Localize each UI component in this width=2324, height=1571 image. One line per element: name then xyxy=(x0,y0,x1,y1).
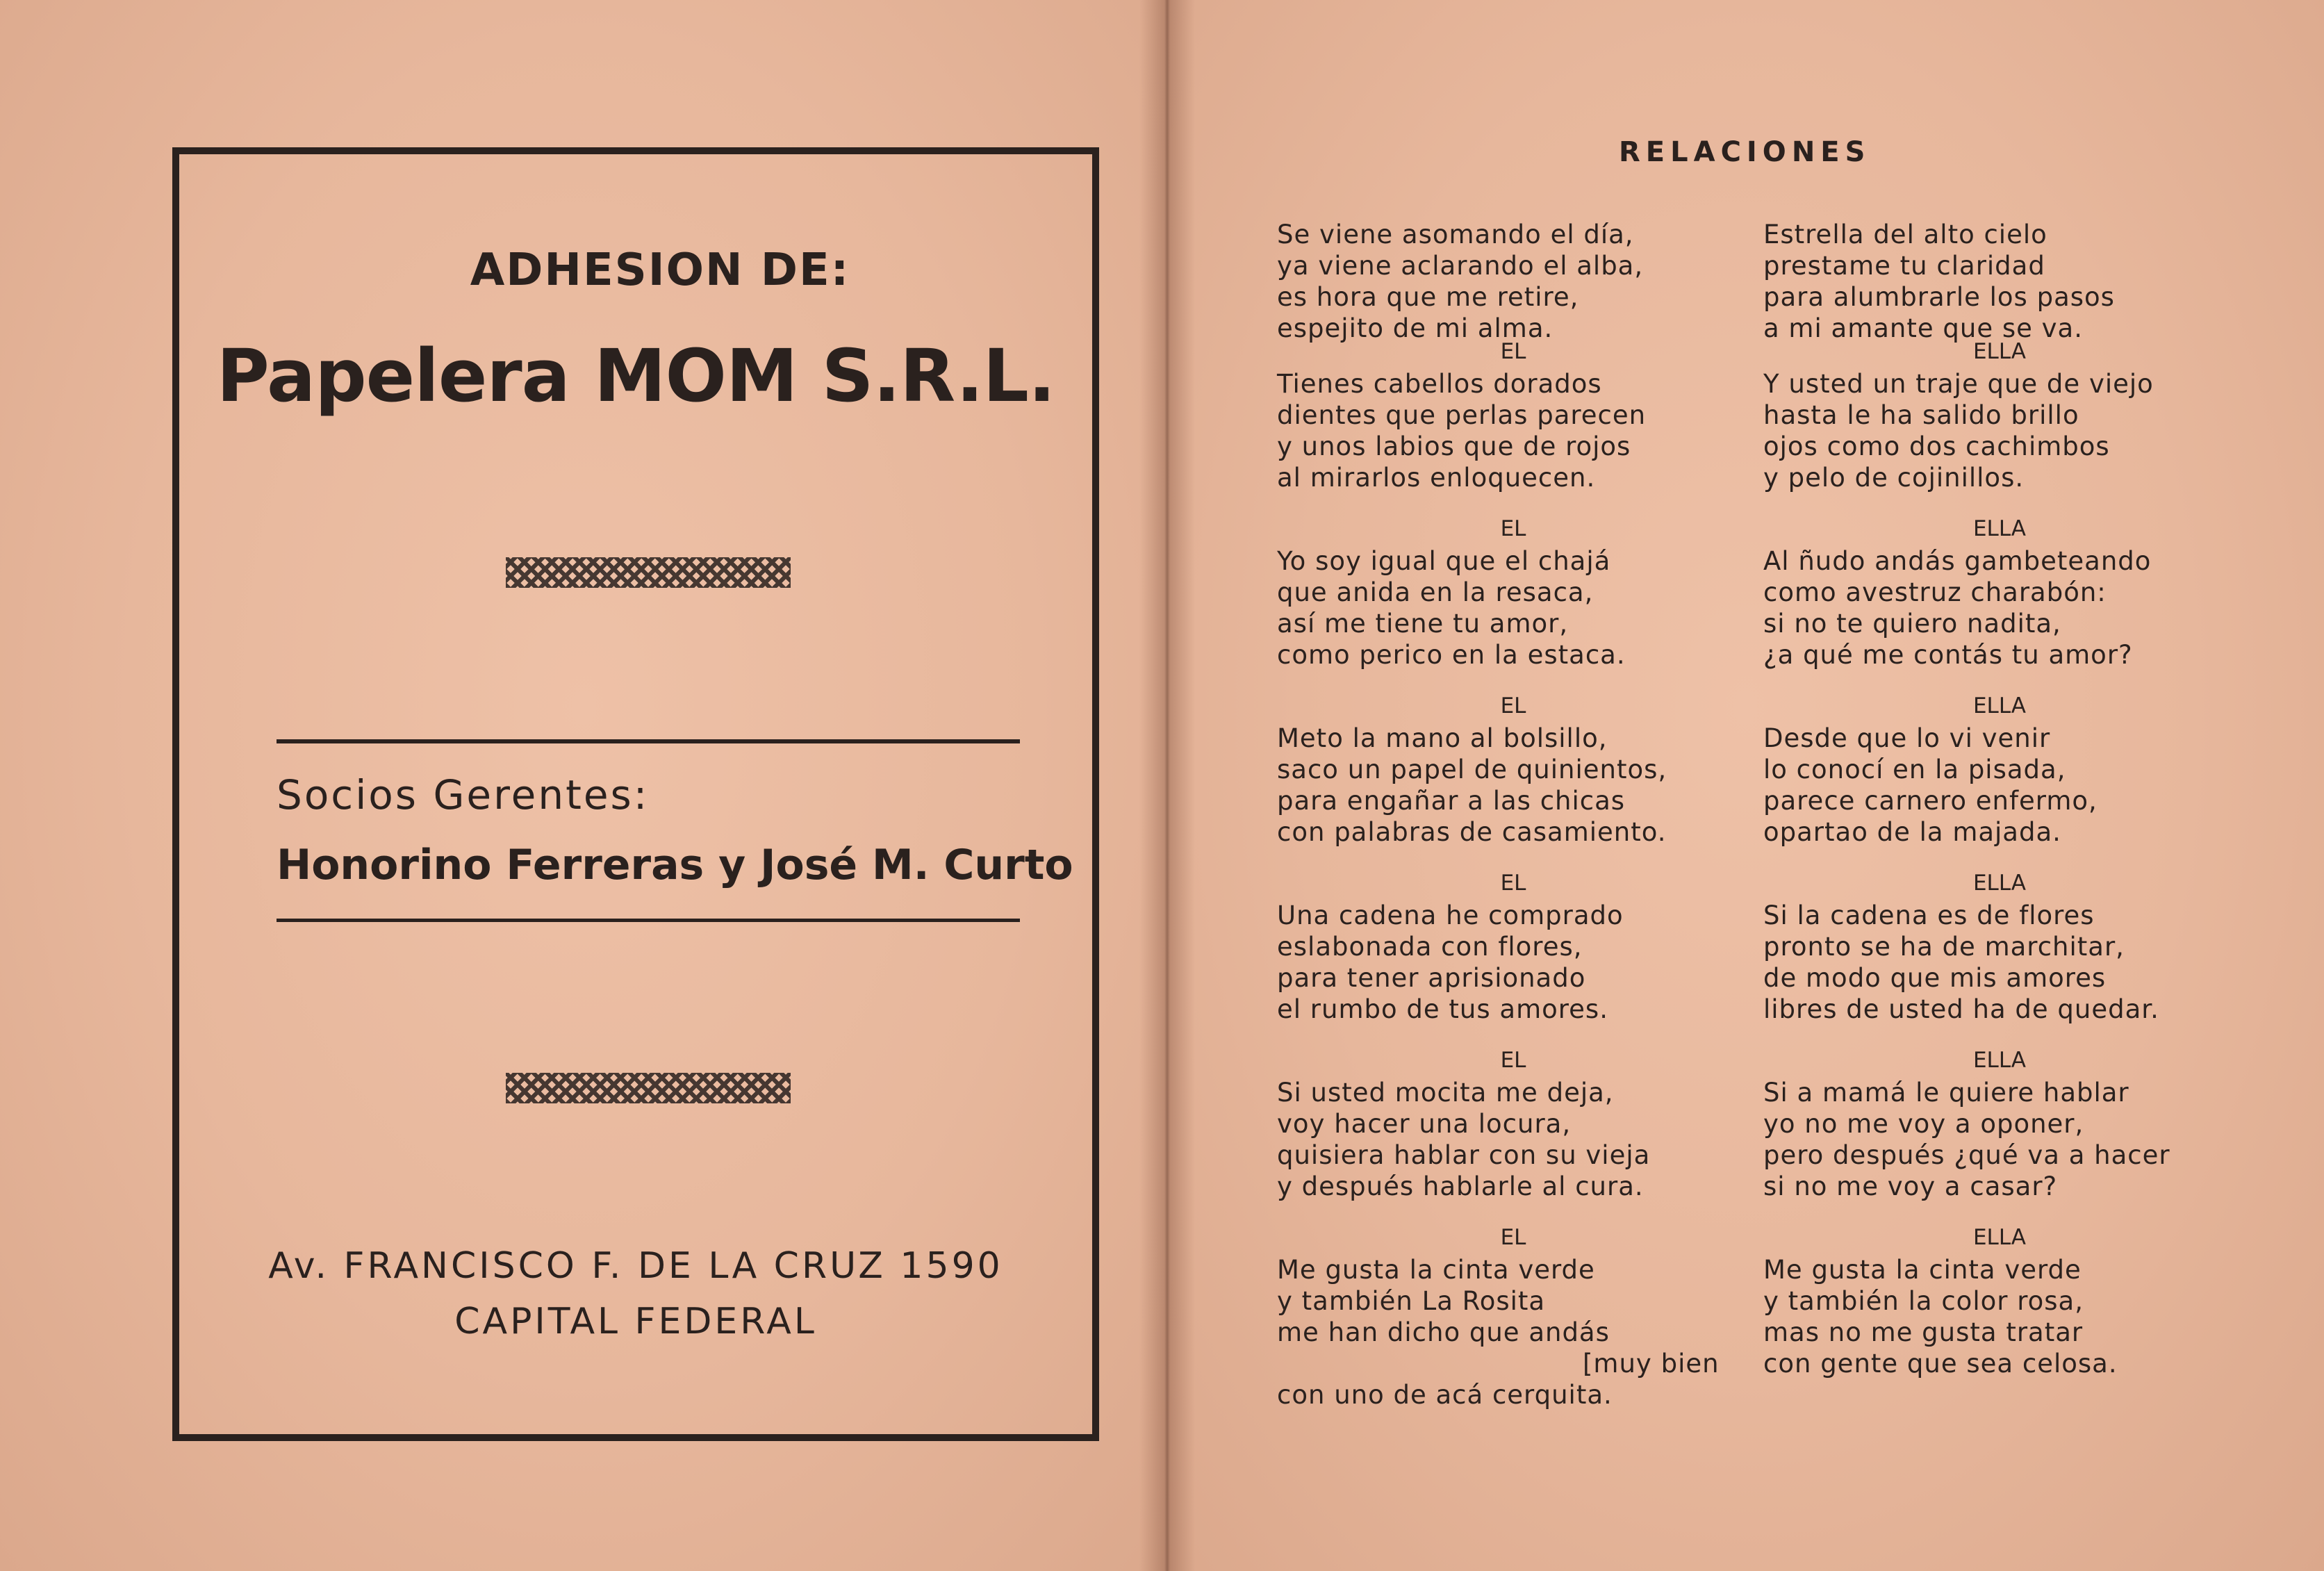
verse-line: voy hacer una locura, xyxy=(1277,1109,1572,1139)
stanza xyxy=(1763,219,2236,344)
speaker-label: EL xyxy=(1500,693,1526,718)
verse-line: lo conocí en la pisada, xyxy=(1763,755,2066,784)
verse-line: ya viene aclarando el alba, xyxy=(1277,251,1644,281)
verse-line: con uno de acá cerquita. xyxy=(1277,1380,1613,1410)
section-title: RELACIONES xyxy=(1619,136,1871,168)
rule-bottom xyxy=(277,919,1020,922)
verse-line: el rumbo de tus amores. xyxy=(1277,994,1608,1024)
verse-line: dientes que perlas parecen xyxy=(1277,400,1647,430)
stanza xyxy=(1277,515,1749,671)
speaker-label: ELLA xyxy=(1972,871,2027,896)
verse-line: Desde que lo vi venir xyxy=(1763,723,2051,753)
speaker-label: ELLA xyxy=(1972,1225,2027,1250)
verse-line: Si la cadena es de flores xyxy=(1763,900,2095,930)
verse-line: con gente que sea celosa. xyxy=(1763,1349,2118,1379)
verse-line: quisiera hablar con su vieja xyxy=(1277,1140,1651,1170)
verse-line: si no me voy a casar? xyxy=(1763,1171,2058,1201)
stanza xyxy=(1763,338,2236,493)
verse-line: para engañar a las chicas xyxy=(1277,786,1626,816)
stanza xyxy=(1763,1224,2236,1379)
verse-line: eslabonada con flores, xyxy=(1277,932,1583,962)
verse-line: parece carnero enfermo, xyxy=(1763,786,2098,816)
stanza xyxy=(1277,1046,1749,1202)
stanza xyxy=(1277,692,1749,848)
book-gutter xyxy=(1139,0,1195,1571)
partners-names: Honorino Ferreras y José M. Curto xyxy=(277,841,1073,889)
verse-line: me han dicho que andás xyxy=(1277,1317,1610,1347)
verse-line: ojos como dos cachimbos xyxy=(1763,431,2110,461)
ad-company-name: Papelera MOM S.R.L. xyxy=(216,334,1055,418)
verse-line: Se viene asomando el día, xyxy=(1277,220,1634,249)
verse-line: como avestruz charabón: xyxy=(1763,577,2107,607)
ad-heading: ADHESION DE: xyxy=(470,245,850,296)
verse-line: que anida en la resaca, xyxy=(1277,577,1594,607)
speaker-label: EL xyxy=(1500,516,1526,541)
advertisement-box xyxy=(172,147,1099,1441)
verse-line: y también la color rosa, xyxy=(1763,1286,2084,1316)
verse-line: [muy bien xyxy=(1583,1349,1720,1379)
address-line-2: CAPITAL FEDERAL xyxy=(454,1301,817,1342)
verse-line: con palabras de casamiento. xyxy=(1277,817,1667,847)
verse-line: así me tiene tu amor, xyxy=(1277,609,1569,639)
verse-line: Me gusta la cinta verde xyxy=(1277,1255,1595,1285)
verse-line: prestame tu claridad xyxy=(1763,251,2045,281)
verse-line: a mi amante que se va. xyxy=(1763,313,2083,343)
verse-line: para alumbrarle los pasos xyxy=(1763,282,2115,312)
speaker-label: EL xyxy=(1500,1048,1526,1073)
speaker-label: ELLA xyxy=(1972,693,2027,718)
verse-line: Al ñudo andás gambeteando xyxy=(1763,546,2152,576)
stanza xyxy=(1277,869,1749,1025)
verse-line: ¿a qué me contás tu amor? xyxy=(1763,640,2133,670)
verse-line: Tienes cabellos dorados xyxy=(1277,369,1602,399)
verse-line: es hora que me retire, xyxy=(1277,282,1579,312)
speaker-label: EL xyxy=(1500,339,1526,364)
verse-line: pronto se ha de marchitar, xyxy=(1763,932,2125,962)
verse-line: hasta le ha salido brillo xyxy=(1763,400,2079,430)
verse-line: Una cadena he comprado xyxy=(1277,900,1624,930)
stanza xyxy=(1277,338,1749,493)
verse-line: y después hablarle al cura. xyxy=(1277,1171,1644,1201)
speaker-label: ELLA xyxy=(1972,1048,2027,1073)
speaker-label: EL xyxy=(1500,871,1526,896)
verse-line: al mirarlos enloquecen. xyxy=(1277,463,1596,493)
verse-line: Meto la mano al bolsillo, xyxy=(1277,723,1608,753)
ornament-divider-top xyxy=(506,557,791,588)
stanza xyxy=(1763,1046,2236,1202)
verse-line: pero después ¿qué va a hacer xyxy=(1763,1140,2170,1170)
verse-line: y unos labios que de rojos xyxy=(1277,431,1631,461)
stanza xyxy=(1277,219,1749,344)
verse-line: Yo soy igual que el chajá xyxy=(1277,546,1611,576)
verse-line: espejito de mi alma. xyxy=(1277,313,1554,343)
stanza xyxy=(1763,692,2236,848)
stanza xyxy=(1763,869,2236,1025)
partners-label: Socios Gerentes: xyxy=(277,771,650,819)
ornament-divider-bottom xyxy=(506,1073,791,1103)
verse-line: de modo que mis amores xyxy=(1763,963,2107,993)
verse-line: y también La Rosita xyxy=(1277,1286,1546,1316)
verse-line: opartao de la majada. xyxy=(1763,817,2061,847)
verse-line: Si usted mocita me deja, xyxy=(1277,1078,1614,1108)
speaker-label: ELLA xyxy=(1972,339,2027,364)
verse-line: y pelo de cojinillos. xyxy=(1763,463,2025,493)
verse-line: para tener aprisionado xyxy=(1277,963,1586,993)
verse-line: libres de usted ha de quedar. xyxy=(1763,994,2159,1024)
verse-line: saco un papel de quinientos, xyxy=(1277,755,1667,784)
speaker-label: EL xyxy=(1500,1225,1526,1250)
verse-line: mas no me gusta tratar xyxy=(1763,1317,2084,1347)
verse-line: Estrella del alto cielo xyxy=(1763,220,2047,249)
verse-line: como perico en la estaca. xyxy=(1277,640,1626,670)
verse-line: si no te quiero nadita, xyxy=(1763,609,2061,639)
verse-line: yo no me voy a oponer, xyxy=(1763,1109,2084,1139)
verse-line: Me gusta la cinta verde xyxy=(1763,1255,2082,1285)
verse-line: Y usted un traje que de viejo xyxy=(1763,369,2154,399)
address-line-1: Av. FRANCISCO F. DE LA CRUZ 1590 xyxy=(268,1245,1003,1287)
verse-line: Si a mamá le quiere hablar xyxy=(1763,1078,2129,1108)
speaker-label: ELLA xyxy=(1972,516,2027,541)
stanza xyxy=(1763,515,2236,671)
stanza xyxy=(1277,1224,1749,1410)
rule-top xyxy=(277,739,1020,743)
